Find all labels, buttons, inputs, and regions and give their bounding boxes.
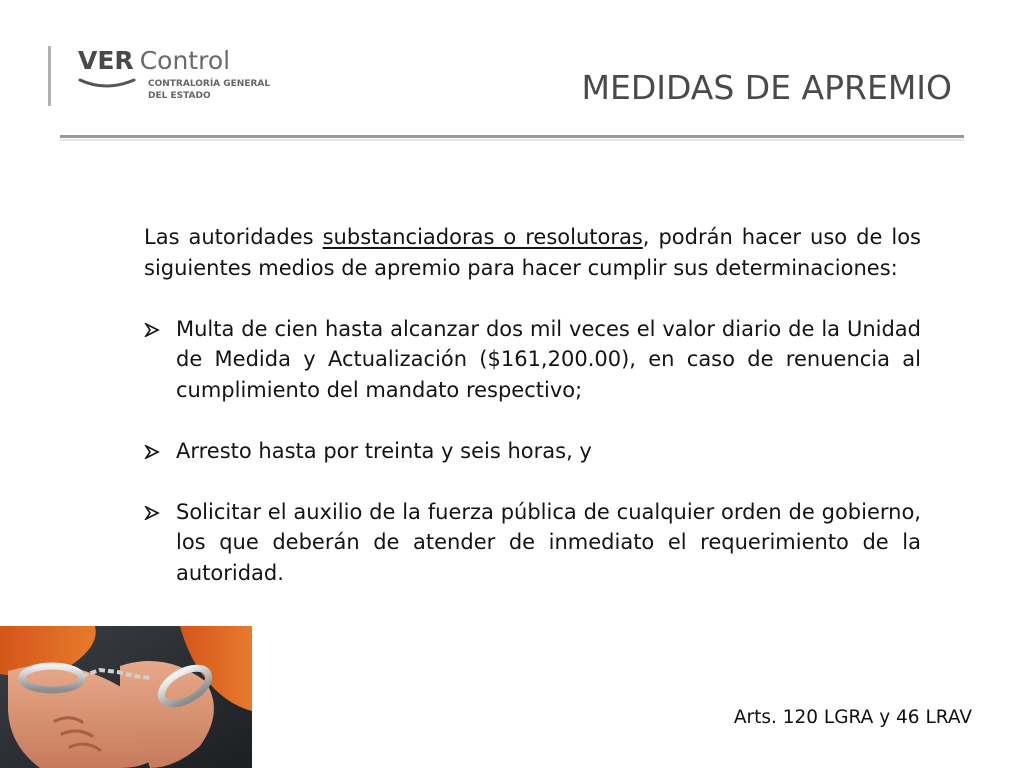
intro-text-end: , podrán hacer uso de los siguientes medios de apremio para hacer cumplir sus determinaciones: (144, 225, 921, 280)
page-title: MEDIDAS DE APREMIO (581, 68, 952, 107)
logo-brand-light: Control (139, 46, 231, 75)
slide-content (144, 222, 921, 588)
bullet-item-auxilio (144, 497, 921, 589)
intro-text-start: Las autoridades (144, 225, 323, 249)
logo-title (78, 46, 230, 76)
title-divider-shadow (60, 139, 964, 141)
arrow-bullet-icon (144, 506, 160, 520)
title-divider (60, 135, 964, 138)
intro-paragraph (144, 222, 921, 283)
bullet-text: Solicitar el auxilio de la fuerza pública de cualquier orden de gobierno, los que deberán de atender de inmediato el requerimiento de la autoridad. (176, 499, 921, 585)
bullet-item-arresto (144, 436, 921, 467)
bullet-text: Multa de cien hasta alcanzar dos mil veces el valor diario de la Unidad de Medida y Actualización ($161,200.00), en caso de renuencia al cumplimiento del mandato respectivo; (176, 316, 921, 402)
logo-subtitle (148, 78, 270, 102)
bullet-item-multa (144, 314, 921, 406)
intro-underlined-term: substanciadoras o resolutoras (322, 225, 643, 249)
logo-subtitle-line1: CONTRALORÍA GENERAL (148, 79, 271, 89)
logo-brand-bold: VER (78, 46, 134, 75)
logo-divider (48, 46, 51, 106)
logo-swoosh-icon (78, 76, 138, 92)
arrow-bullet-icon (144, 445, 160, 459)
vercontrol-logo (78, 46, 278, 106)
bullet-text: Arresto hasta por treinta y seis horas, y (176, 438, 592, 463)
handcuffed-hands-photo (0, 626, 252, 768)
legal-citation: Arts. 120 LGRA y 46 LRAV (733, 707, 972, 728)
arrow-bullet-icon (144, 323, 160, 337)
logo-subtitle-line2: DEL ESTADO (148, 91, 211, 101)
